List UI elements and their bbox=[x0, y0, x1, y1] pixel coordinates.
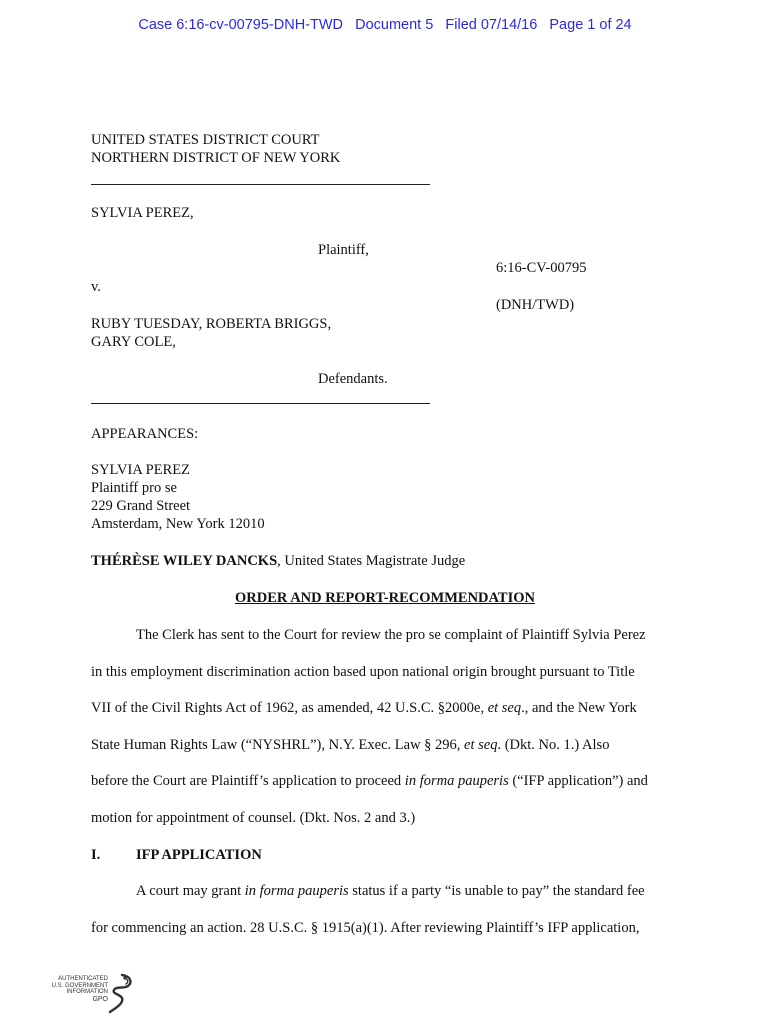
filed-date: Filed 07/14/16 bbox=[445, 17, 538, 33]
appearance-address1: 229 Grand Street bbox=[91, 498, 191, 514]
case-number-header: Case 6:16-cv-00795-DNH-TWD bbox=[138, 17, 344, 33]
paragraph1-line5-a: before the Court are Plaintiff’s application to proceed bbox=[91, 773, 405, 789]
logo-text-2: U.S. GOVERNMENT bbox=[51, 982, 108, 989]
appearance-address2: Amsterdam, New York 12010 bbox=[91, 516, 265, 532]
defendants-line1: RUBY TUESDAY, ROBERTA BRIGGS, bbox=[91, 316, 332, 332]
versus: v. bbox=[91, 279, 101, 295]
appearances-heading: APPEARANCES: bbox=[91, 426, 199, 442]
section1-title: IFP APPLICATION bbox=[136, 847, 262, 863]
case-number: 6:16-CV-00795 bbox=[496, 260, 587, 276]
paragraph1-line3-a: VII of the Civil Rights Act of 1962, as amended, 42 U.S.C. §2000e, bbox=[91, 700, 488, 716]
paragraph1-line5-b: in forma pauperis bbox=[404, 773, 509, 789]
paragraph1-line2: in this employment discrimination action based upon national origin brought pursuant to Title bbox=[91, 664, 635, 680]
section1-number: I. bbox=[91, 847, 101, 863]
logo-text-3: INFORMATION bbox=[66, 989, 108, 995]
defendants-line2: GARY COLE, bbox=[91, 334, 176, 350]
gpo-authentication-logo bbox=[40, 972, 140, 1017]
paragraph2-line1-c: status if a party “is unable to pay” the standard fee bbox=[348, 883, 645, 899]
paragraph1-line4-b: et seq bbox=[464, 737, 498, 753]
defendants-role: Defendants. bbox=[318, 371, 388, 387]
gpo-eagle-icon bbox=[102, 972, 136, 1016]
paragraph1-line5-c: (“IFP application”) and bbox=[508, 773, 648, 789]
paragraph1-line4 bbox=[91, 736, 609, 754]
paragraph1-line3-b: et seq bbox=[487, 700, 522, 716]
appearance-role: Plaintiff pro se bbox=[91, 480, 177, 496]
caption-divider-bottom bbox=[91, 403, 430, 404]
paragraph1-line3 bbox=[91, 699, 637, 717]
paragraph1-line1: The Clerk has sent to the Court for review the pro se complaint of Plaintiff Sylvia Perez bbox=[136, 627, 646, 643]
plaintiff-name: SYLVIA PEREZ, bbox=[91, 205, 194, 221]
logo-text-1: AUTHENTICATED bbox=[58, 976, 108, 982]
plaintiff-role: Plaintiff, bbox=[318, 242, 369, 258]
court-name-line2: NORTHERN DISTRICT OF NEW YORK bbox=[91, 150, 341, 166]
judge-name: THÉRÈSE WILEY DANCKS bbox=[91, 553, 278, 569]
paragraph2-line2: for commencing an action. 28 U.S.C. § 1915(a)(1). After reviewing Plaintiff’s IFP application, bbox=[91, 920, 640, 936]
paragraph1-line3-c: ., and the New York bbox=[521, 700, 637, 716]
document-number: Document 5 bbox=[355, 17, 434, 33]
paragraph1-line5 bbox=[91, 772, 648, 790]
paragraph2-line1-a: A court may grant bbox=[136, 883, 245, 899]
paragraph1-line4-c: . (Dkt. No. 1.) Also bbox=[497, 737, 610, 753]
order-title: ORDER AND REPORT-RECOMMENDATION bbox=[235, 590, 535, 606]
paragraph2-line1 bbox=[136, 882, 645, 900]
appearance-name: SYLVIA PEREZ bbox=[91, 462, 190, 478]
judge-line bbox=[91, 552, 465, 570]
paragraph2-line1-b: in forma pauperis bbox=[244, 883, 349, 899]
filing-header bbox=[0, 17, 770, 33]
page-indicator: Page 1 of 24 bbox=[549, 17, 632, 33]
paragraph1-line4-a: State Human Rights Law (“NYSHRL”), N.Y. Exec. Law § 296, bbox=[91, 737, 465, 753]
judge-initials: (DNH/TWD) bbox=[496, 297, 575, 313]
judge-title: , United States Magistrate Judge bbox=[277, 553, 466, 569]
court-name-line1: UNITED STATES DISTRICT COURT bbox=[91, 132, 320, 148]
paragraph1-line6: motion for appointment of counsel. (Dkt. Nos. 2 and 3.) bbox=[91, 810, 416, 826]
logo-text-4: GPO bbox=[92, 995, 108, 1003]
caption-divider-top bbox=[91, 184, 430, 185]
